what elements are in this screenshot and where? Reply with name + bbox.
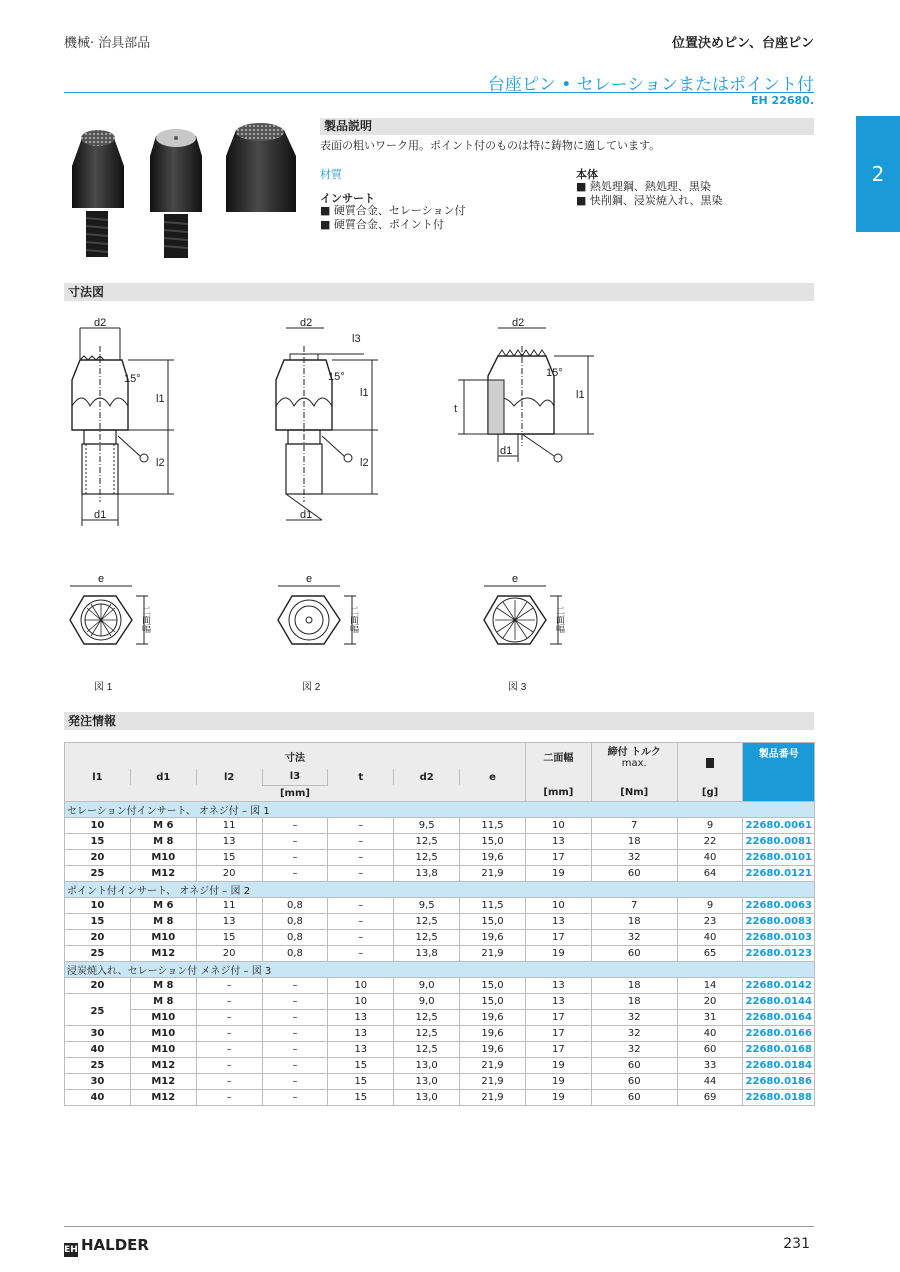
table-cell: 40 — [677, 929, 743, 945]
fig3-t-label: t — [454, 403, 458, 415]
table-row — [65, 993, 815, 1009]
fig2-side-view — [276, 317, 378, 521]
dimension-section-heading: 寸法図 — [64, 283, 814, 301]
material-label: 材質 — [320, 168, 342, 181]
fig2-e-label: e — [306, 573, 313, 585]
fig1-af-label: 二面幅 — [141, 606, 151, 633]
table-cell: 15 — [196, 929, 262, 945]
chapter-title: 位置決めピン、台座ピン — [672, 36, 814, 51]
table-cell: – — [262, 817, 328, 833]
fig3-caption: 図 3 — [508, 682, 527, 693]
mm-unit: [mm] — [65, 785, 526, 801]
fig2-l1-label: l1 — [360, 387, 369, 399]
table-row — [65, 865, 815, 881]
table-cell: 12,5 — [394, 1041, 460, 1057]
part-number-cell[interactable]: 22680.0188 — [743, 1089, 815, 1105]
title-divider — [64, 92, 814, 93]
table-cell: M 8 — [130, 913, 196, 929]
table-cell: 20 — [65, 929, 131, 945]
table-cell: 60 — [591, 1057, 677, 1073]
table-cell: 30 — [65, 1025, 131, 1041]
part-number-cell[interactable]: 22680.0101 — [743, 849, 815, 865]
l2-header: l2 — [196, 769, 262, 785]
table-cell: 17 — [525, 1009, 591, 1025]
fig3-side-view — [454, 317, 594, 462]
torque-label: 締付 トルク — [607, 747, 661, 758]
halder-logo-icon: EH — [64, 1245, 78, 1255]
brand-logo — [64, 1236, 149, 1257]
table-cell: – — [196, 977, 262, 993]
table-cell: 10 — [525, 817, 591, 833]
table-cell: – — [196, 993, 262, 1009]
insert-title: インサート — [320, 192, 375, 205]
fig2-caption: 図 2 — [302, 682, 321, 693]
table-cell: – — [328, 913, 394, 929]
part-number-cell[interactable]: 22680.0121 — [743, 865, 815, 881]
table-cell: 32 — [591, 849, 677, 865]
table-cell: 13 — [525, 993, 591, 1009]
table-cell: – — [196, 1057, 262, 1073]
table-cell: 19 — [525, 945, 591, 961]
table-cell: 13,0 — [394, 1073, 460, 1089]
table-cell: 21,9 — [460, 1089, 526, 1105]
table-cell: 15 — [328, 1057, 394, 1073]
fig3-angle-label: 15° — [546, 367, 563, 379]
table-cell: – — [262, 849, 328, 865]
table-row — [65, 945, 815, 961]
table-cell: 13 — [328, 1009, 394, 1025]
table-cell: – — [328, 833, 394, 849]
table-cell: 44 — [677, 1073, 743, 1089]
photo-pin-case-hardened — [226, 123, 296, 212]
table-cell: 15 — [328, 1089, 394, 1105]
table-cell: – — [262, 1025, 328, 1041]
table-cell: – — [328, 945, 394, 961]
table-cell: M 8 — [130, 977, 196, 993]
table-row — [65, 1073, 815, 1089]
table-cell: 20 — [196, 865, 262, 881]
table-cell: 19 — [525, 1057, 591, 1073]
fig2-d2-label: d2 — [300, 317, 313, 329]
order-section-heading: 発注情報 — [64, 712, 814, 730]
table-cell: 40 — [677, 849, 743, 865]
table-cell: – — [262, 833, 328, 849]
group-label: 浸炭焼入れ、セレーション付 メネジ付 – 図 3 — [65, 961, 815, 977]
photo-pin-point — [150, 129, 202, 258]
table-cell: 0,8 — [262, 945, 328, 961]
table-cell: 32 — [591, 1041, 677, 1057]
d1-header: d1 — [130, 769, 196, 785]
table-cell: 7 — [591, 897, 677, 913]
body-list — [576, 180, 723, 208]
table-cell: 17 — [525, 1025, 591, 1041]
table-row — [65, 817, 815, 833]
table-cell: 20 — [196, 945, 262, 961]
e-header: e — [460, 769, 526, 785]
fig2-angle-label: 15° — [328, 371, 345, 383]
table-cell: 12,5 — [394, 1025, 460, 1041]
page-number: 231 — [783, 1236, 810, 1252]
group-row — [65, 881, 815, 897]
table-cell: – — [262, 1009, 328, 1025]
table-row — [65, 929, 815, 945]
table-cell: 15,0 — [460, 833, 526, 849]
table-cell: 13 — [328, 1025, 394, 1041]
table-cell: M 6 — [130, 817, 196, 833]
table-cell: – — [262, 977, 328, 993]
product-photo — [64, 116, 304, 266]
fig1-d2-label: d2 — [94, 317, 107, 329]
table-cell: 40 — [65, 1041, 131, 1057]
table-cell: 9 — [677, 817, 743, 833]
table-cell: 15 — [65, 913, 131, 929]
table-cell: 18 — [591, 993, 677, 1009]
table-cell: 0,8 — [262, 929, 328, 945]
table-row — [65, 1089, 815, 1105]
table-cell: 14 — [677, 977, 743, 993]
table-cell: 15 — [328, 1073, 394, 1089]
table-cell: 60 — [591, 1089, 677, 1105]
table-cell: 10 — [65, 897, 131, 913]
table-cell: – — [328, 897, 394, 913]
table-cell: – — [196, 1025, 262, 1041]
table-cell: – — [328, 817, 394, 833]
d2-header: d2 — [394, 769, 460, 785]
part-number-cell[interactable]: 22680.0184 — [743, 1057, 815, 1073]
table-cell: – — [262, 1089, 328, 1105]
table-cell: 12,5 — [394, 1009, 460, 1025]
body-title: 本体 — [576, 168, 598, 181]
dims-header: 寸法 — [65, 743, 526, 770]
table-cell: 64 — [677, 865, 743, 881]
table-cell: 20 — [677, 993, 743, 1009]
table-cell: 22 — [677, 833, 743, 849]
table-cell: 19 — [525, 1089, 591, 1105]
insert-list — [320, 204, 465, 232]
table-cell: 13 — [525, 977, 591, 993]
table-row — [65, 913, 815, 929]
table-cell: M10 — [130, 849, 196, 865]
fig3-d1-label: d1 — [500, 445, 513, 457]
table-cell: 20 — [65, 977, 131, 993]
part-number-cell[interactable]: 22680.0103 — [743, 929, 815, 945]
table-cell: 19,6 — [460, 1025, 526, 1041]
table-cell: 7 — [591, 817, 677, 833]
table-cell: 17 — [525, 849, 591, 865]
table-cell: 60 — [591, 945, 677, 961]
fig3-e-label: e — [512, 573, 519, 585]
table-cell: M10 — [130, 1025, 196, 1041]
table-cell: 0,8 — [262, 913, 328, 929]
torque-unit: [Nm] — [591, 785, 677, 801]
table-cell: 10 — [328, 993, 394, 1009]
table-cell: 15,0 — [460, 977, 526, 993]
table-cell: 19,6 — [460, 929, 526, 945]
table-cell: 11 — [196, 817, 262, 833]
table-cell: 17 — [525, 929, 591, 945]
description-heading: 製品説明 — [320, 118, 814, 135]
table-cell: 13 — [328, 1041, 394, 1057]
table-cell: 32 — [591, 929, 677, 945]
fig1-side-view — [72, 317, 174, 526]
body-item: ■ 快削鋼、浸炭焼入れ、黒染 — [576, 194, 723, 207]
table-cell: 21,9 — [460, 1073, 526, 1089]
order-table — [64, 742, 815, 1106]
table-cell: 25 — [65, 865, 131, 881]
table-cell: M12 — [130, 865, 196, 881]
fig3-d2-label: d2 — [512, 317, 525, 329]
table-cell: 10 — [328, 977, 394, 993]
group-row — [65, 801, 815, 817]
table-cell: M10 — [130, 929, 196, 945]
table-cell: M 8 — [130, 993, 196, 1009]
torque-max-label: max. — [621, 758, 647, 769]
table-cell: 69 — [677, 1089, 743, 1105]
footer-divider — [64, 1226, 814, 1227]
table-cell: 11 — [196, 897, 262, 913]
table-cell: 31 — [677, 1009, 743, 1025]
table-cell: M12 — [130, 945, 196, 961]
brand-name: HALDER — [81, 1236, 149, 1254]
table-cell: 13,0 — [394, 1057, 460, 1073]
table-cell: 21,9 — [460, 945, 526, 961]
table-cell: 12,5 — [394, 849, 460, 865]
table-cell: – — [262, 1073, 328, 1089]
table-cell: 23 — [677, 913, 743, 929]
table-cell: – — [196, 1073, 262, 1089]
table-cell: 65 — [677, 945, 743, 961]
table-cell: 40 — [677, 1025, 743, 1041]
table-cell: 19 — [525, 1073, 591, 1089]
table-cell: 9,0 — [394, 977, 460, 993]
table-cell: 13,0 — [394, 1089, 460, 1105]
part-number-cell[interactable]: 22680.0186 — [743, 1073, 815, 1089]
table-cell: 18 — [591, 977, 677, 993]
part-number-cell[interactable]: 22680.0164 — [743, 1009, 815, 1025]
product-title: 台座ピン • セレーションまたはポイント付 — [487, 75, 814, 95]
fig1-e-label: e — [98, 573, 105, 585]
table-cell: 13 — [196, 833, 262, 849]
table-cell: 9,0 — [394, 993, 460, 1009]
fig1-angle-label: 15° — [124, 373, 141, 385]
fig3-l1-label: l1 — [576, 389, 585, 401]
part-number-cell[interactable]: 22680.0168 — [743, 1041, 815, 1057]
fig3-top-view — [484, 573, 565, 693]
table-cell: 18 — [591, 913, 677, 929]
table-cell: – — [328, 865, 394, 881]
table-cell: 15 — [65, 833, 131, 849]
t-header: t — [328, 769, 394, 785]
table-cell: – — [328, 849, 394, 865]
table-cell: – — [196, 1041, 262, 1057]
table-cell: – — [328, 929, 394, 945]
description-text: 表面の粗いワーク用。ポイント付のものは特に鋳物に適しています。 — [320, 139, 661, 152]
table-cell: M12 — [130, 1057, 196, 1073]
part-number-cell[interactable]: 22680.0061 — [743, 817, 815, 833]
table-cell: – — [196, 1089, 262, 1105]
table-row — [65, 897, 815, 913]
table-cell: 11,5 — [460, 817, 526, 833]
table-cell: – — [196, 1009, 262, 1025]
fig1-l2-label: l2 — [156, 457, 165, 469]
table-cell: M10 — [130, 1041, 196, 1057]
part-number-header: 製品番号 — [743, 743, 815, 802]
table-row — [65, 1057, 815, 1073]
dimension-drawings — [64, 306, 624, 706]
table-cell: 13 — [525, 913, 591, 929]
body-item: ■ 熱処理鋼、熱処理、黒染 — [576, 180, 711, 193]
group-label: セレーション付インサート、 オネジ付 – 図 1 — [65, 801, 815, 817]
group-row — [65, 961, 815, 977]
af-unit: [mm] — [525, 785, 591, 801]
table-cell: 9,5 — [394, 817, 460, 833]
table-cell: 13 — [525, 833, 591, 849]
part-number-cell[interactable]: 22680.0063 — [743, 897, 815, 913]
table-cell: 19 — [525, 865, 591, 881]
table-cell: 25 — [65, 945, 131, 961]
part-number-cell[interactable]: 22680.0142 — [743, 977, 815, 993]
table-cell: – — [262, 1041, 328, 1057]
fig1-l1-label: l1 — [156, 393, 165, 405]
part-number-cell[interactable]: 22680.0083 — [743, 913, 815, 929]
table-cell: – — [262, 865, 328, 881]
fig1-top-view — [70, 573, 151, 693]
table-cell: M12 — [130, 1089, 196, 1105]
table-cell: 13 — [196, 913, 262, 929]
table-cell: M 6 — [130, 897, 196, 913]
table-cell: 19,6 — [460, 1009, 526, 1025]
table-cell: 40 — [65, 1089, 131, 1105]
af-spacer — [525, 769, 591, 785]
table-cell: M 8 — [130, 833, 196, 849]
group-label: ポイント付インサート、 オネジ付 – 図 2 — [65, 881, 815, 897]
insert-item: ■ 硬質合金、セレーション付 — [320, 204, 466, 217]
table-cell: 12,5 — [394, 913, 460, 929]
table-cell: 60 — [677, 1041, 743, 1057]
table-cell: 17 — [525, 1041, 591, 1057]
insert-item: ■ 硬質合金、ポイント付 — [320, 218, 444, 231]
table-cell: 19,6 — [460, 1041, 526, 1057]
table-cell: 10 — [65, 817, 131, 833]
table-cell: 10 — [525, 897, 591, 913]
table-row — [65, 977, 815, 993]
table-cell: 12,5 — [394, 833, 460, 849]
table-cell: 20 — [65, 849, 131, 865]
table-cell: 9 — [677, 897, 743, 913]
table-cell: 0,8 — [262, 897, 328, 913]
table-cell: 11,5 — [460, 897, 526, 913]
torque-header — [591, 743, 677, 770]
table-cell: – — [262, 1057, 328, 1073]
table-cell: 19,6 — [460, 849, 526, 865]
table-cell: 30 — [65, 1073, 131, 1089]
weight-unit: [g] — [677, 785, 743, 801]
table-row — [65, 849, 815, 865]
part-number-cell[interactable]: 22680.0144 — [743, 993, 815, 1009]
table-row — [65, 1009, 815, 1025]
table-row — [65, 1041, 815, 1057]
photo-pin-serrated — [72, 130, 124, 257]
fig2-af-label: 二面幅 — [349, 606, 359, 633]
l1-header: l1 — [65, 769, 131, 785]
breadcrumb-category: 機械· 治具部品 — [64, 36, 151, 51]
weight-header — [677, 743, 743, 786]
table-row — [65, 1025, 815, 1041]
fig3-af-label: 二面幅 — [555, 606, 565, 633]
fig2-l3-label: l3 — [352, 333, 361, 345]
table-cell: 13,8 — [394, 865, 460, 881]
fig2-d1-label: d1 — [300, 509, 313, 521]
table-cell: 21,9 — [460, 1057, 526, 1073]
table-cell: M10 — [130, 1009, 196, 1025]
table-cell: 32 — [591, 1009, 677, 1025]
fig2-top-view — [278, 573, 359, 693]
fig1-caption: 図 1 — [94, 682, 113, 693]
product-code: EH 22680. — [751, 94, 814, 107]
table-cell: 60 — [591, 1073, 677, 1089]
fig2-l2-label: l2 — [360, 457, 369, 469]
table-cell: 25 — [65, 1057, 131, 1073]
table-cell: 33 — [677, 1057, 743, 1073]
table-cell: 9,5 — [394, 897, 460, 913]
table-cell: 15,0 — [460, 993, 526, 1009]
table-cell: 32 — [591, 1025, 677, 1041]
weight-icon — [706, 758, 714, 768]
table-cell: 13,8 — [394, 945, 460, 961]
table-cell: 21,9 — [460, 865, 526, 881]
table-cell: – — [262, 993, 328, 1009]
table-cell: 25 — [65, 1001, 131, 1017]
table-cell: 18 — [591, 833, 677, 849]
table-cell: 15 — [196, 849, 262, 865]
torque-spacer — [591, 769, 677, 785]
part-number-cell[interactable]: 22680.0166 — [743, 1025, 815, 1041]
fig1-d1-label: d1 — [94, 509, 107, 521]
l3-header: l3 — [262, 769, 328, 785]
table-cell: 60 — [591, 865, 677, 881]
chapter-tab[interactable]: 2 — [856, 116, 900, 232]
table-cell: 15,0 — [460, 913, 526, 929]
part-number-cell[interactable]: 22680.0081 — [743, 833, 815, 849]
table-row — [65, 833, 815, 849]
table-cell: M12 — [130, 1073, 196, 1089]
table-cell: 12,5 — [394, 929, 460, 945]
af-header: 二面幅 — [525, 743, 591, 770]
part-number-cell[interactable]: 22680.0123 — [743, 945, 815, 961]
